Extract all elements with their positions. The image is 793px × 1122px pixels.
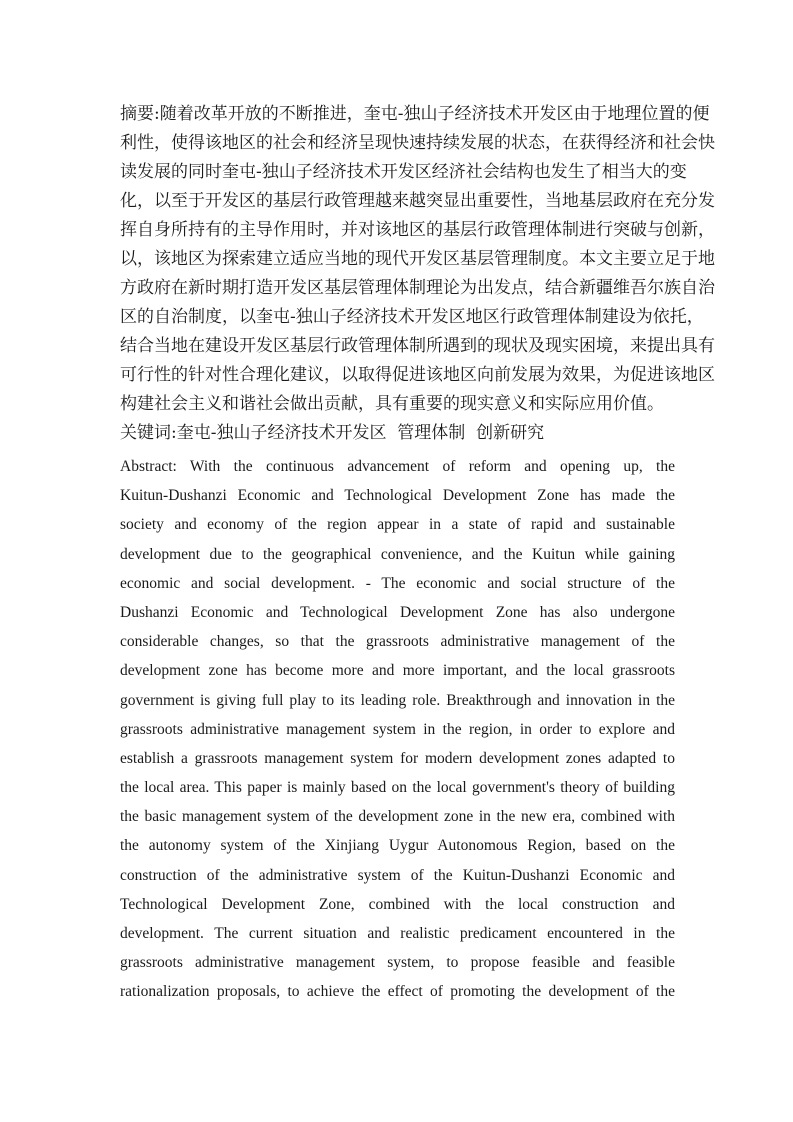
chinese-abstract [120,100,715,419]
abstract-zh-line: 读发展的同时奎屯-独山子经济技术开发区经济社会结构也发生了相当大的变 [120,162,687,182]
abstract-en-line: development. The current situation and realistic predicament encountered in the [120,925,675,942]
document-page [120,100,715,1007]
abstract-en-line: establish a grassroots management system for modern development zones adapted to [120,749,675,767]
abstract-en-line: grassroots administrative management system, to propose feasible and feasible [120,954,675,972]
abstract-zh-line: 方政府在新时期打造开发区基层管理体制理论为出发点，结合新疆维吾尔族自治 [120,278,715,298]
abstract-en-line: the basic management system of the development zone in the new era, combined with [120,808,675,826]
abstract-en-line: considerable changes, so that the grassroots administrative management of the [120,633,675,651]
abstract-en-line: grassroots administrative management system in the region, in order to explore and [120,720,675,738]
abstract-en-line: development due to the geographical convenience, and the Kuitun while gaining [120,545,675,563]
abstract-zh-line: 区的自治制度，以奎屯-独山子经济技术开发区地区行政管理体制建设为依托， [120,307,704,327]
abstract-en-line: government is giving full play to its leading role. Breakthrough and innovation in the [120,691,675,709]
abstract-en-line: rationalization proposals, to achieve the effect of promoting the development of the [120,983,675,1001]
abstract-zh-line: 可行性的针对性合理化建议，以取得促进该地区向前发展为效果，为促进该地区 [120,365,715,385]
keywords-zh: 关键词:奎屯-独山子经济技术开发区 管理体制 创新研究 [120,423,545,443]
abstract-zh-line: 摘要:随着改革开放的不断推进，奎屯-独山子经济技术开发区由于地理位置的便 [120,104,710,124]
abstract-zh-line: 利性，使得该地区的社会和经济呈现快速持续发展的状态，在获得经济和社会快 [120,133,715,153]
abstract-en-line: construction of the administrative system of the Kuitun-Dushanzi Economic and [120,866,675,884]
abstract-en-line: Dushanzi Economic and Technological Development Zone has also undergone [120,603,675,621]
abstract-zh-line: 构建社会主义和谐社会做出贡献，具有重要的现实意义和实际应用价值。 [120,394,664,414]
abstract-zh-line: 挥自身所持有的主导作用时，并对该地区的基层行政管理体制进行突破与创新， [120,220,715,240]
abstract-en-line: economic and social development. - The economic and social structure of the [120,574,675,592]
abstract-en-line: Kuitun-Dushanzi Economic and Technological Development Zone has made the [120,487,675,505]
abstract-en-line: development zone has become more and more important, and the local grassroots [120,662,675,680]
abstract-en-line: society and economy of the region appear in a state of rapid and sustainable [120,516,675,534]
abstract-zh-line: 化，以至于开发区的基层行政管理越来越突显出重要性，当地基层政府在充分发 [120,191,715,211]
english-abstract [120,452,675,1007]
abstract-en-line: Abstract: With the continuous advancement of reform and opening up, the [120,458,675,475]
abstract-zh-line: 以，该地区为探索建立适应当地的现代开发区基层管理制度。本文主要立足于地 [120,249,715,269]
abstract-zh-line: 结合当地在建设开发区基层行政管理体制所遇到的现状及现实困境，来提出具有 [120,336,715,356]
abstract-en-line: the autonomy system of the Xinjiang Uygur Autonomous Region, based on the [120,837,675,855]
abstract-en-line: the local area. This paper is mainly based on the local government's theory of building [120,779,675,797]
abstract-en-line: Technological Development Zone, combined with the local construction and [120,895,675,913]
